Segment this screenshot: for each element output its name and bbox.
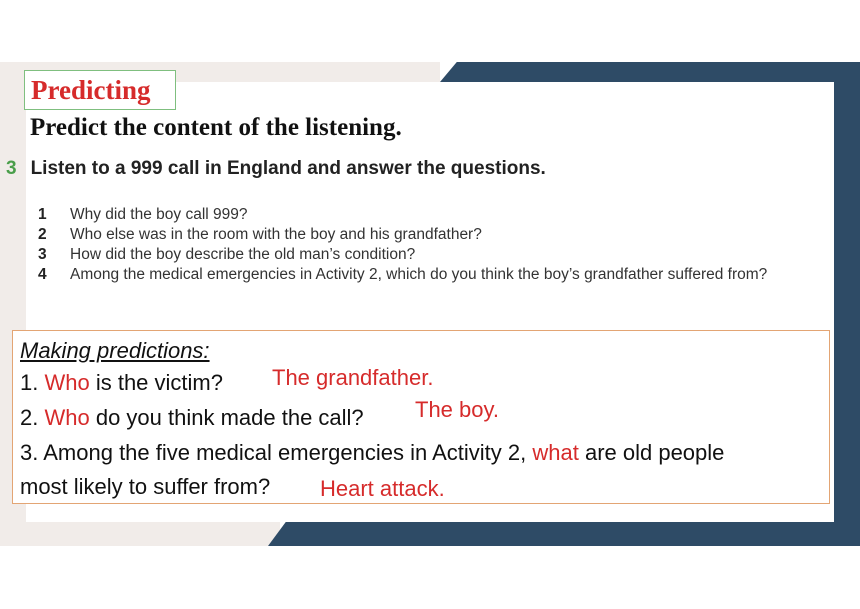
question-number: 3 — [38, 246, 47, 263]
prediction-text: is the victim? — [89, 370, 223, 395]
question-number: 4 — [38, 266, 47, 283]
question-item — [38, 225, 818, 245]
task-number: 3 — [6, 158, 17, 179]
decor-band-top — [440, 62, 860, 82]
question-text: Among the medical emergencies in Activity 2, which do you think the boy’s grandfather suffered from? — [70, 266, 768, 283]
question-item — [38, 265, 818, 285]
question-text: Why did the boy call 999? — [70, 206, 248, 223]
prediction-keyword: Who — [44, 370, 90, 395]
question-number: 1 — [38, 206, 47, 223]
background-band-bottom — [0, 522, 280, 546]
task-heading — [6, 158, 546, 180]
prediction-keyword: what — [532, 440, 579, 465]
prediction-text: do you think made the call? — [89, 405, 364, 430]
prediction-answer-1: The grandfather. — [272, 365, 434, 390]
prediction-answer-3: Heart attack. — [320, 476, 445, 501]
instruction-heading: Predict the content of the listening. — [30, 114, 402, 141]
prediction-answer-2: The boy. — [415, 397, 499, 422]
prediction-line-3 — [20, 440, 724, 466]
prediction-keyword: Who — [44, 405, 90, 430]
question-item — [38, 205, 818, 225]
question-list — [38, 205, 818, 285]
prediction-text: are old people — [578, 440, 725, 465]
prediction-prefix: 2. — [20, 405, 45, 430]
question-text: How did the boy describe the old man’s condition? — [70, 246, 416, 263]
predictions-title: Making predictions: — [20, 338, 210, 363]
prediction-line-3b: most likely to suffer from? — [20, 474, 271, 499]
prediction-line-1 — [20, 370, 223, 396]
task-text: Listen to a 999 call in England and answer the questions. — [30, 158, 546, 179]
question-text: Who else was in the room with the boy and his grandfather? — [70, 226, 482, 243]
section-tag-label: Predicting — [31, 75, 151, 105]
prediction-prefix: 3. Among the five medical emergencies in Activity 2, — [20, 440, 533, 465]
question-number: 2 — [38, 226, 47, 243]
prediction-line-2 — [20, 405, 364, 431]
prediction-prefix: 1. — [20, 370, 45, 395]
decor-band-right — [834, 62, 860, 546]
section-tag — [24, 70, 176, 110]
decor-band-bottom — [268, 522, 860, 546]
question-item — [38, 245, 818, 265]
